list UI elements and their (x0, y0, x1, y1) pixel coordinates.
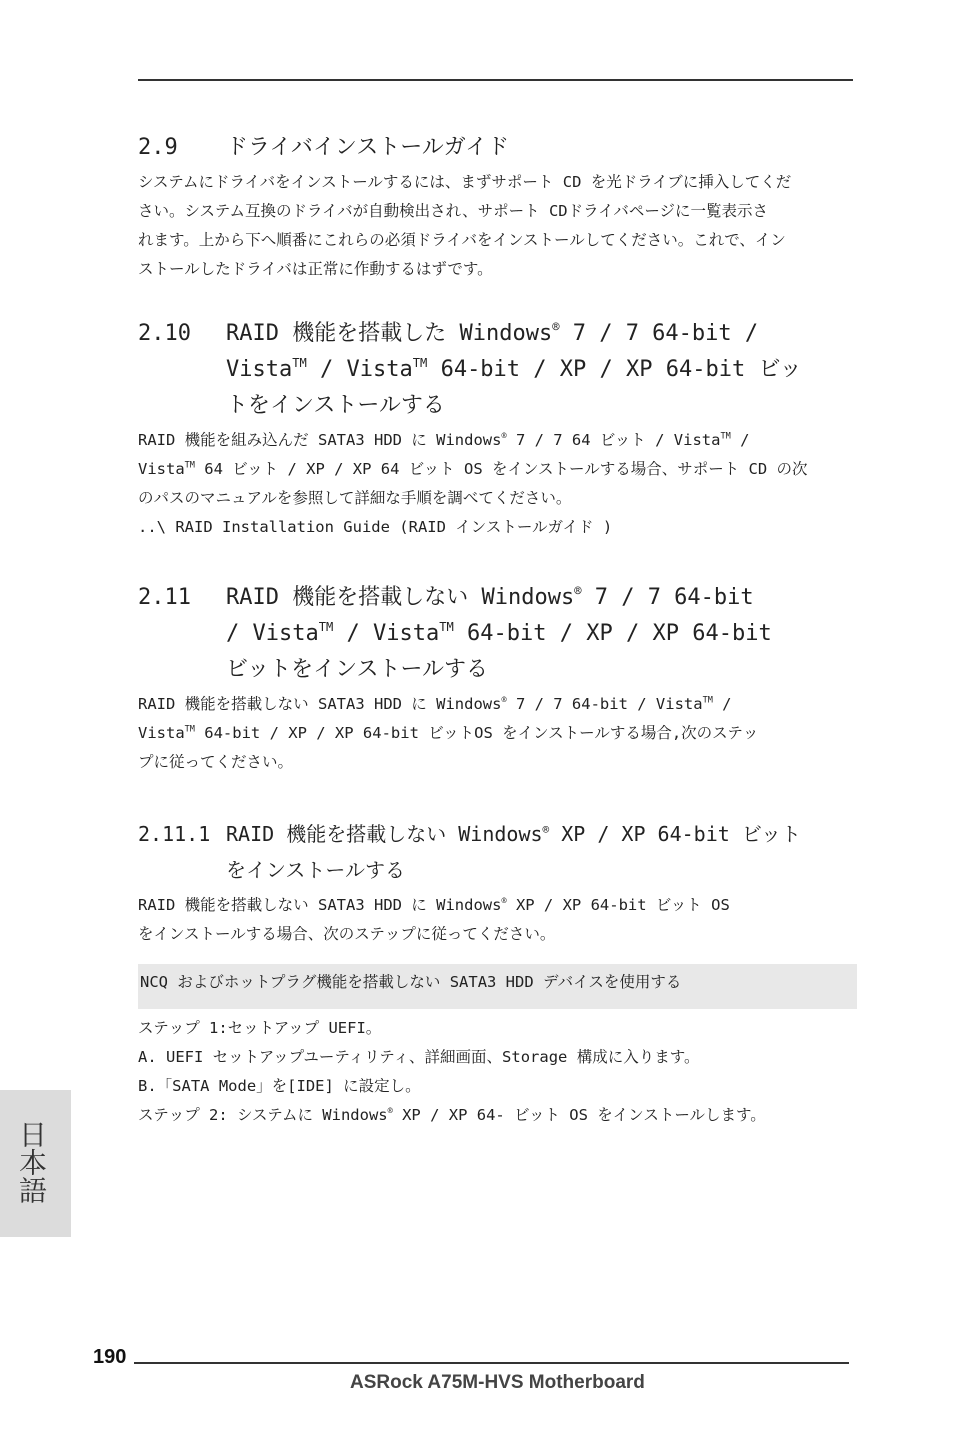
section-number: 2.10 (138, 321, 191, 346)
bottom-rule (134, 1362, 849, 1364)
footer-title: ASRock A75M-HVS Motherboard (350, 1372, 645, 1393)
steps (138, 1014, 850, 1130)
language-tab (0, 1090, 71, 1237)
top-rule (138, 79, 853, 81)
note-box (138, 964, 857, 1009)
section-number: 2.9 (138, 135, 178, 160)
section-number: 2.11 (138, 585, 191, 610)
step-2: ステップ 2: システムに Windows® XP / XP 64- ビット OS をインストールします。 (138, 1106, 766, 1124)
section-2-10-body: RAID 機能を組み込んだ SATA3 HDD に Windows® 7 / 7 64 ビット / Vista™ / Vista™ 64 ビット / XP / XP 64 ビット OS をインストールする場合、サポート CD の次 のパスのマニュアルを参照して詳細な手順を調べてください。 ..\ RAID Installation Guide (RAID インストールガイド ) (138, 426, 850, 542)
body-line: ストールしたドライバは正常に作動するはずです。 (138, 260, 493, 278)
section-2-11-1-heading: 2.11.1 RAID 機能を搭載しない Windows® XP / XP 64-bit ビット をインストールする (138, 816, 801, 888)
path-line: ..\ RAID Installation Guide (RAID インストールガイド ) (138, 518, 613, 536)
body-line: システムにドライバをインストールするには、まずサポート CD を光ドライブに挿入してくだ (138, 173, 792, 191)
language-tab-label: 日本語 (15, 1120, 48, 1204)
section-2-9-heading (138, 130, 509, 166)
section-2-11-heading: 2.11 RAID 機能を搭載しない Windows® 7 / 7 64-bit / Vista™ / Vista™ 64-bit / XP / XP 64-bit ビットをインストールする (138, 580, 772, 688)
page-number: 190 (93, 1346, 127, 1368)
section-number: 2.11.1 (138, 822, 211, 846)
section-2-11-1-body: RAID 機能を搭載しない SATA3 HDD に Windows® XP / XP 64-bit ビット OS をインストールする場合、次のステップに従ってください。 (138, 896, 730, 943)
section-2-10-heading: 2.10 RAID 機能を搭載した Windows® 7 / 7 64-bit / Vista™ / Vista™ 64-bit / XP / XP 64-bit ビッ トをインストールする (138, 316, 802, 424)
body-line: さい。システム互換のドライバが自動検出され、サポート CDドライバページに一覧表示さ (138, 202, 769, 220)
note-text: NCQ およびホットプラグ機能を搭載しない SATA3 HDD デバイスを使用する (140, 973, 682, 991)
section-2-9-body (138, 168, 850, 284)
step-a: A. UEFI セットアップユーティリティ、詳細画面、Storage 構成に入ります。 (138, 1048, 700, 1066)
step-b: B.「SATA Mode」を[IDE] に設定し。 (138, 1077, 421, 1095)
step-1: ステップ 1:セットアップ UEFI。 (138, 1019, 382, 1037)
body-line: れます。上から下へ順番にこれらの必須ドライバをインストールしてください。これで、イン (138, 231, 786, 249)
section-2-11-body: RAID 機能を搭載しない SATA3 HDD に Windows® 7 / 7 64-bit / Vista™ / Vista™ 64-bit / XP / XP 64-bit ビットOS をインストールする場合,次のステッ プに従ってください。 (138, 695, 759, 771)
section-title: ドライバインストールガイド (226, 135, 510, 160)
